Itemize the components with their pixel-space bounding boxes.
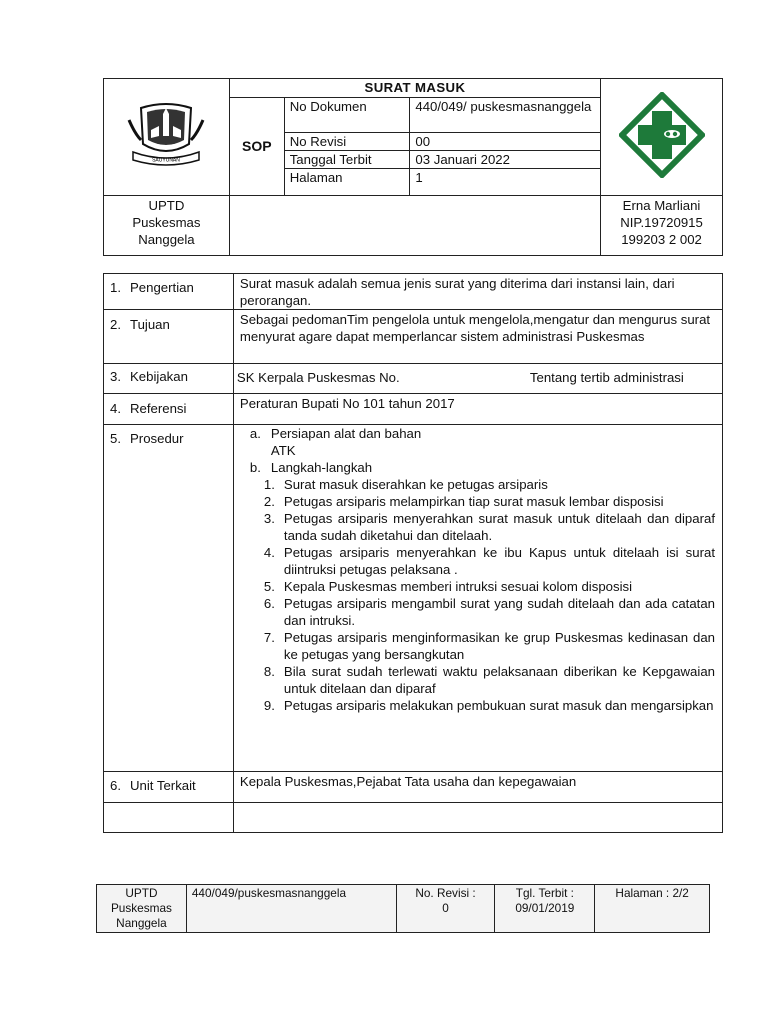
footer-revisi: No. Revisi : 0 [396,885,495,933]
sop-label: SOP [229,98,284,196]
langkah-item: 9. Petugas arsiparis melakukan pembukuan surat masuk dan mengarsipkan [263,698,714,713]
prosedur-a-item: ATK [270,443,296,458]
kebijakan-left-text: SK Kerpala Puskesmas No. [236,370,400,385]
regency-emblem-icon [127,100,205,170]
section-text-kebijakan [233,364,722,394]
svg-text:SAUYUNAN: SAUYUNAN [152,157,181,164]
footer-tgl-terbit: Tgl. Terbit : 09/01/2019 [495,885,595,933]
langkah-item: 4. Petugas arsiparis menyerahkan ke ibu Kapus untuk ditelaah isi surat diintruksi petugas pelaksana . [263,545,715,577]
sop-body-table [103,273,723,833]
langkah-item: 8. Bila surat sudah terlewati waktu pelaksanaan diberikan ke Kepgawaian untuk ditelaan dan diparaf [263,664,715,696]
section-text-pengertian: Surat masuk adalah semua jenis surat yang diterima dari instansi lain, dari perorangan. [233,274,722,310]
section-label-referensi: 4. Referensi [104,394,234,425]
no-revisi-label: No Revisi [284,133,410,151]
langkah-item: 2. Petugas arsiparis melampirkan tiap surat masuk lembar disposisi [263,494,664,509]
prosedur-item-b: b. Langkah-langkah [250,459,715,476]
halaman-value: 1 [410,169,601,196]
signer-nip: NIP.19720915 199203 2 002 [620,215,703,247]
section-label-pengertian: 1. Pengertian [104,274,234,310]
section-text-unit-terkait: Kepala Puskesmas,Pejabat Tata usaha dan kepegawaian [233,772,722,803]
regency-logo-cell [104,79,230,196]
section-prosedur [233,425,722,772]
section-label-prosedur: 5. Prosedur [104,425,234,772]
section-text-tujuan: Sebagai pedomanTim pengelola untuk mengelola,mengatur dan mengurus surat menyurat agare dapat memperlancar sistem administrasi Puskesmas [233,310,722,364]
puskesmas-cross-icon [619,92,705,178]
signer-cell [601,196,723,256]
section-label-tujuan: 2. Tujuan [104,310,234,364]
no-dokumen-label: No Dokumen [284,98,410,133]
no-dokumen-value: 440/049/ puskesmasnanggela [410,98,601,133]
org-name: UPTD Puskesmas Nanggela [104,196,230,256]
footer-org: UPTD Puskesmas Nanggela [97,885,187,933]
langkah-list [240,476,715,714]
langkah-item: 3. Petugas arsiparis menyerahkan surat masuk untuk ditelaah dan diparaf tanda sudah diketahui dan ditelaah. [263,511,715,543]
prosedur-a-title: Persiapan alat dan bahan [270,426,422,441]
prosedur-list [240,425,715,476]
footer-doc-number: 440/049/puskesmasnanggela [186,885,396,933]
kebijakan-right-text: Tentang tertib administrasi [529,370,684,385]
no-revisi-value: 00 [410,133,601,151]
section-label-kebijakan: 3. Kebijakan [104,364,234,394]
footer-halaman: Halaman : 2/2 [595,885,710,933]
langkah-item: 5. Kepala Puskesmas memberi intruksi sesuai kolom disposisi [263,579,633,594]
blank-cell-left [104,803,234,833]
prosedur-b-title: Langkah-langkah [270,460,373,475]
tanggal-terbit-label: Tanggal Terbit [284,151,410,169]
tanggal-terbit-value: 03 Januari 2022 [410,151,601,169]
halaman-label: Halaman [284,169,410,196]
prosedur-item-a: a. Persiapan alat dan bahan ATK [250,425,715,459]
sop-header-table [103,78,723,256]
langkah-item: 6. Petugas arsiparis mengambil surat yang sudah ditelaah dan ada catatan dan intruksi. [263,596,715,628]
puskesmas-logo-cell [601,79,723,196]
section-label-unit-terkait: 6. Unit Terkait [104,772,234,803]
blank-cell-right [233,803,722,833]
langkah-item: 7. Petugas arsiparis menginformasikan ke grup Puskesmas kedinasan dan ke petugas yang bersangkutan [263,630,715,662]
langkah-item: 1. Surat masuk diserahkan ke petugas arsiparis [263,477,548,492]
header-blank-cell [229,196,600,256]
signer-name: Erna Marliani [622,198,701,213]
section-text-referensi: Peraturan Bupati No 101 tahun 2017 [233,394,722,425]
document-title: SURAT MASUK [229,79,600,98]
document-footer-table [96,884,710,933]
